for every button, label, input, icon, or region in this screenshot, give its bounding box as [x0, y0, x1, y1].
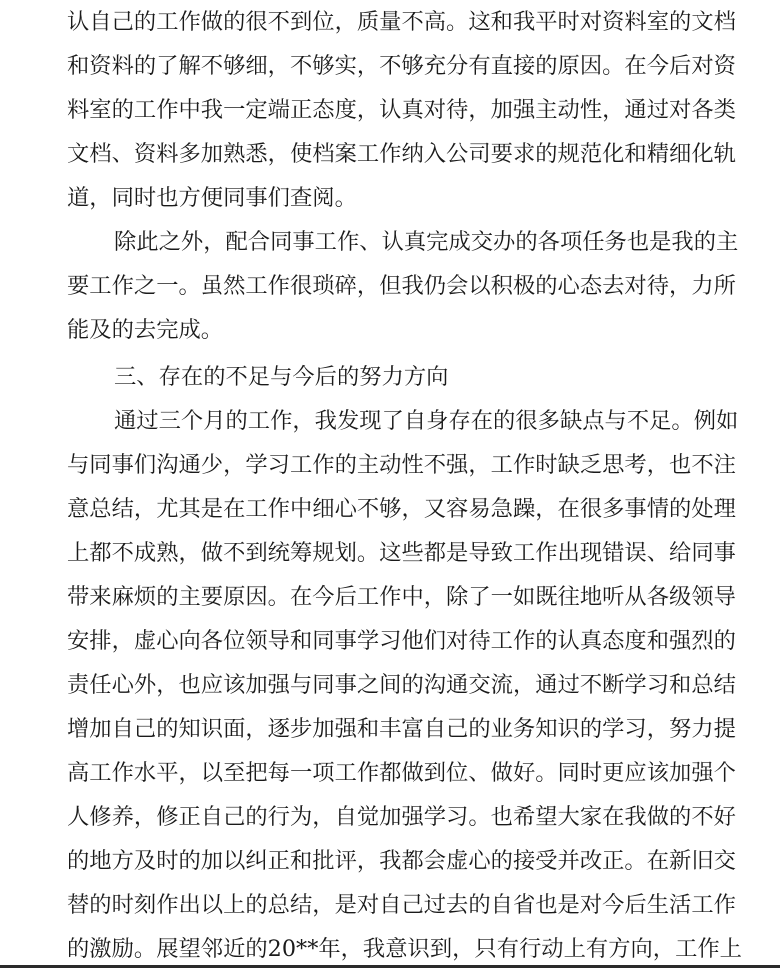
paragraph-start-line: 除此之外，配合同事工作、认真完成交办的各项任务也是我的主 [114, 229, 739, 255]
text-line: 的地方及时的加以纠正和批评，我都会虚心的接受并改正。在新旧交 [67, 848, 736, 874]
text-line: 能及的去完成。 [67, 317, 224, 343]
text-line: 认自己的工作做的很不到位，质量不高。这和我平时对资料室的文档 [67, 9, 736, 35]
text-line: 要工作之一。虽然工作很琐碎，但我仍会以积极的心态去对待，力所 [67, 273, 736, 299]
text-line: 高工作水平，以至把每一项工作都做到位、做好。同时更应该加强个 [67, 760, 736, 786]
text-line: 带来麻烦的主要原因。在今后工作中，除了一如既往地听从各级领导 [67, 584, 736, 610]
paragraph-start-line: 通过三个月的工作，我发现了自身存在的很多缺点与不足。例如 [114, 408, 739, 434]
text-line: 意总结，尤其是在工作中细心不够，又容易急躁，在很多事情的处理 [67, 496, 736, 522]
section-heading: 三、存在的不足与今后的努力方向 [114, 364, 449, 390]
text-line: 上都不成熟，做不到统筹规划。这些都是导致工作出现错误、给同事 [67, 540, 736, 566]
text-line: 增加自己的知识面，逐步加强和丰富自己的业务知识的学习，努力提 [67, 716, 736, 742]
text-line: 安排，虚心向各位领导和同事学习他们对待工作的认真态度和强烈的 [67, 628, 736, 654]
text-line: 与同事们沟通少，学习工作的主动性不强，工作时缺乏思考，也不注 [67, 452, 736, 478]
text-line: 替的时刻作出以上的总结，是对自己过去的自省也是对今后生活工作 [67, 892, 736, 918]
text-line: 责任心外，也应该加强与同事之间的沟通交流，通过不断学习和总结 [67, 672, 736, 698]
text-line: 道，同时也方便同事们查阅。 [67, 185, 357, 211]
text-line: 的激励。展望邻近的20**年，我意识到，只有行动上有方向，工作上 [67, 936, 742, 962]
text-line: 人修养，修正自己的行为，自觉加强学习。也希望大家在我做的不好 [67, 804, 736, 830]
text-line: 文档、资料多加熟悉，使档案工作纳入公司要求的规范化和精细化轨 [67, 141, 736, 167]
text-line: 料室的工作中我一定端正态度，认真对待，加强主动性，通过对各类 [67, 97, 736, 123]
text-line: 和资料的了解不够细，不够实，不够充分有直接的原因。在今后对资 [67, 53, 736, 79]
